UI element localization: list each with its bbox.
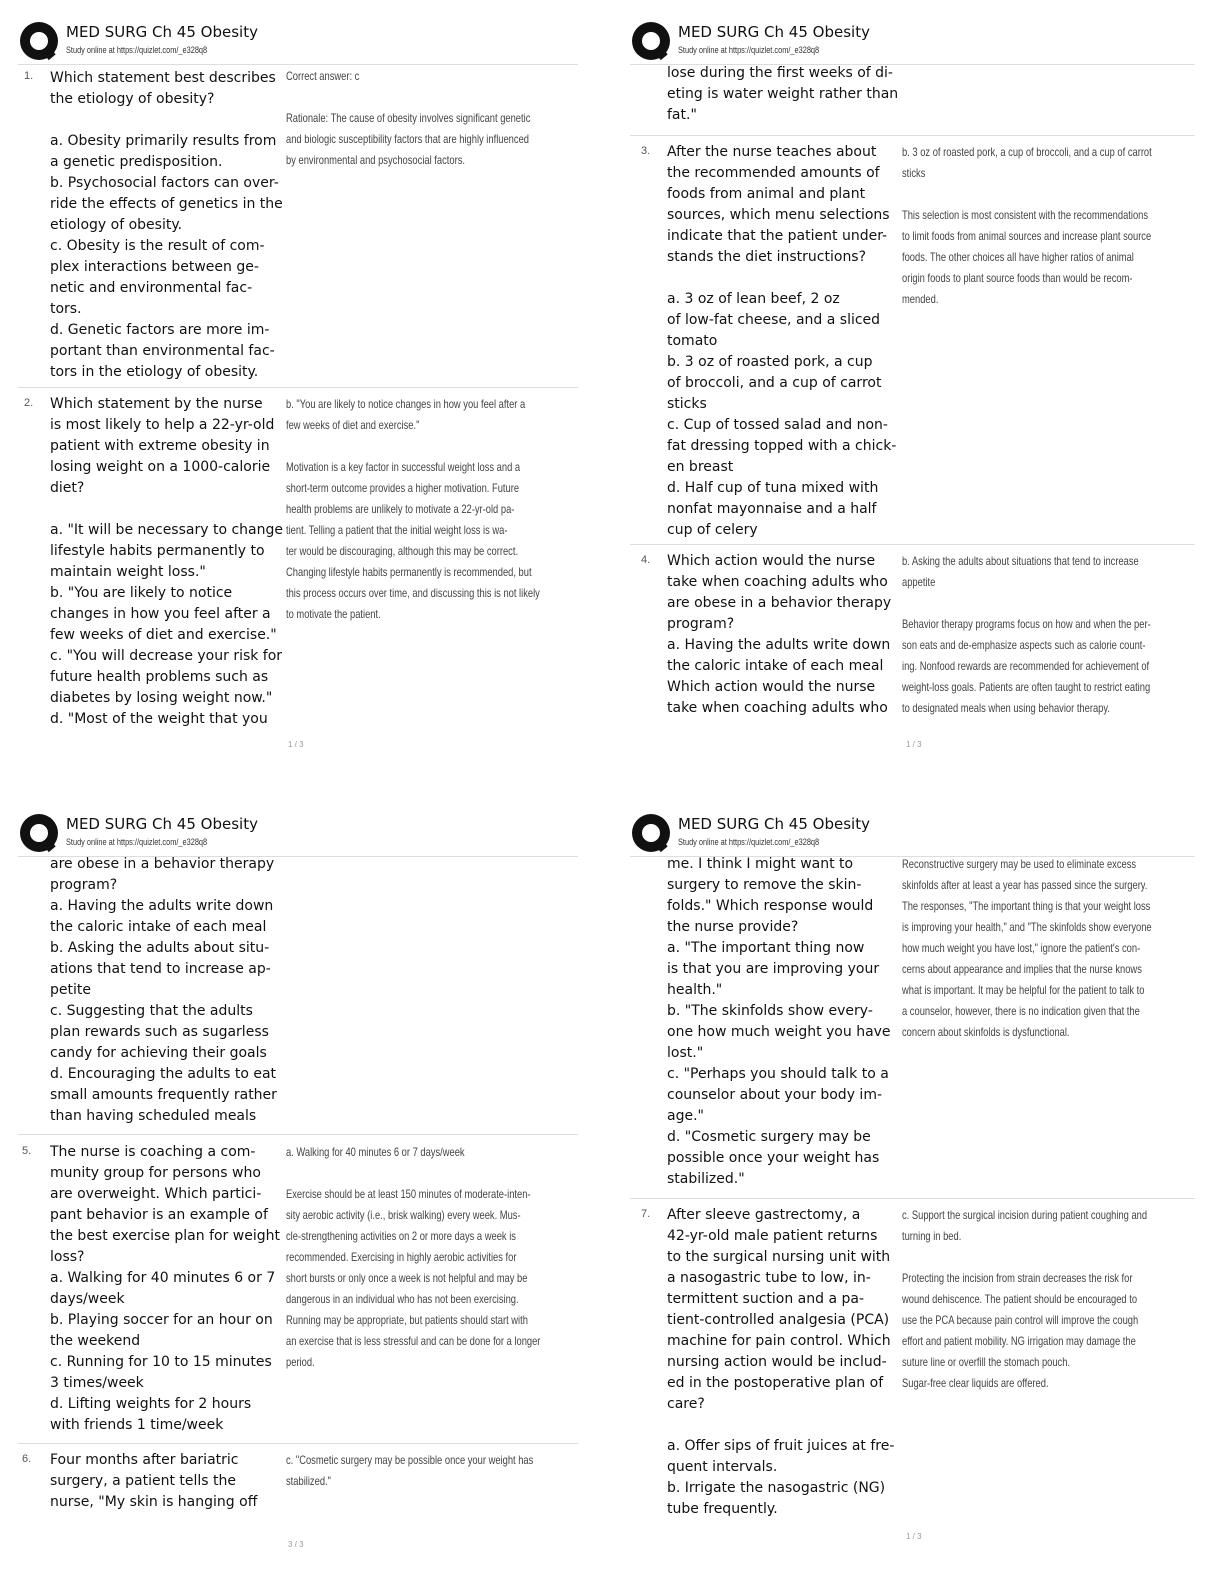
question-text: After the nurse teaches about the recommended amounts of foods from animal and plant sources, which menu selections indicate that the patient under- stands the diet instructions? a. 3 oz of lean beef, 2 oz of low-fat cheese, and a sliced tomato b. 3 oz of roasted pork, a cup of broccoli, and a cup of carrot sticks c. Cup of tossed salad and non- fat dressing topped with a chick- en breast d. Half cup of tuna mixed with nonfat mayonnaise and a half cup of celery [667,144,897,538]
answer-text: b. Asking the adults about situations that tend to increase appetite Behavior therapy programs focus on how and when the per- son eats and de-emphasize aspects such as calorie count- ing. Nonfood rewards are recommended for achievement of weight-loss goals. Patients are often taught to restrict eating to designated meals when using behavior therapy. [902,554,1151,715]
page-4 [612,792,1224,1584]
answer-text: a. Walking for 40 minutes 6 or 7 days/week Exercise should be at least 150 minutes of moderate-inten- sity aerobic activity (i.e., brisk walking) every week. Mus- cle-strengthening activities on 2 or more days a week is recommended. Exercising in highly aerobic activities for short bursts or only once a week is not helpful and may be dangerous in an individual who has not been exercising. Running may be appropriate, but patients should start with an exercise that is less stressful and can be done for a longer period. [286,1145,541,1369]
quizlet-logo-icon [18,812,60,854]
divider [18,1134,578,1135]
question-continuation: are obese in a behavior therapy program? a. Having the adults write down the caloric intake of each meal b. Asking the adults about situ- ations that tend to increase ap- petite c. Suggesting that the adults plan rewards such as sugarless candy for achieving their goals d. Encouraging the adults to eat small amounts frequently rather than having scheduled meals [50,856,277,1124]
divider [630,1198,1195,1199]
divider [630,544,1195,545]
answer-text: b. "You are likely to notice changes in how you feel after a few weeks of diet and exercise." Motivation is a key factor in successful weight loss and a short-term outcome provides a higher motivation. Future health problems are unlikely to motivate a 22-yr-old pa- tient. Telling a patient that the initial weight loss is wa- ter would be discouraging, although this may be correct. Changing lifestyle habits permanently is recommended, but this process occurs over time, and discussing this is not likely to motivate the patient. [286,397,540,621]
study-link[interactable]: Study online at https://quizlet.com/_e328q8 [66,45,208,55]
answer-text: b. 3 oz of roasted pork, a cup of broccoli, and a cup of carrot sticks This selection is most consistent with the recommendations to limit foods from animal sources and increase plant source foods. The other choices all have higher ratios of animal origin foods to plant source foods than would be recom- mended. [902,145,1152,306]
page-number: 3 / 3 [288,1540,304,1549]
question-text: After sleeve gastrectomy, a 42-yr-old male patient returns to the surgical nursing unit with a nasogastric tube to low, in- termittent suction and a pa- tient-controlled analgesia (PCA) machine for pain control. Which nursing action would be includ- ed in the postoperative plan of care? a. Offer sips of fruit juices at fre- quent intervals. b. Irrigate the nasogastric (NG) tube frequently. [667,1207,895,1517]
question-text: Which statement best describes the etiology of obesity? a. Obesity primarily results from a genetic predisposition. b. Psychosocial factors can over- ride the effects of genetics in the etiology of obesity. c. Obesity is the result of com- plex interactions between ge- netic and environmental fac- tors. d. Genetic factors are more im- portant than environmental fac- tors in the etiology of obesity. [50,70,283,380]
question-continuation: lose during the first weeks of di- eting is water weight rather than fat." [667,65,899,123]
answer-text: Reconstructive surgery may be used to eliminate excess skinfolds after at least a year has passed since the surgery. The responses, "The important thing is that your weight loss is improving your health," and "The skinfolds show everyone how much weight you have lost," ignore the patient's con- cerns about appearance and implies that the nurse knows what is important. It may be helpful for the patient to talk to a counselor, however, there is no indication given that the concern about skinfolds is dysfunctional. [902,857,1152,1039]
question-text: Which statement by the nurse is most likely to help a 22-yr-old patient with extreme obesity in losing weight on a 1000-calorie diet? a. "It will be necessary to change lifestyle habits permanently to maintain weight loss." b. "You are likely to notice changes in how you feel after a few weeks of diet and exercise." c. "You will decrease your risk for future health problems such as diabetes by losing weight now." d. "Most of the weight that you [50,396,283,727]
page-number: 1 / 3 [288,740,304,749]
document-title: MED SURG Ch 45 Obesity [66,23,258,41]
question-text: Four months after bariatric surgery, a patient tells the nurse, "My skin is hanging off [50,1452,258,1510]
divider [18,64,578,65]
question-number: 1. [24,70,34,82]
study-link[interactable]: Study online at https://quizlet.com/_e328q8 [678,837,820,847]
divider [18,1443,578,1444]
page-number: 1 / 3 [906,740,922,749]
question-number: 2. [24,397,34,409]
page-3 [0,792,612,1584]
page-1 [0,0,612,792]
question-continuation: me. I think I might want to surgery to remove the skin- folds." Which response would the nurse provide? a. "The important thing now is that you are improving your health." b. "The skinfolds show every- one how much weight you have lost." c. "Perhaps you should talk to a counselor about your body im- age." d. "Cosmetic surgery may be possible once your weight has stabilized." [667,856,891,1187]
divider [18,387,578,388]
quizlet-logo-icon [18,20,60,62]
divider [630,135,1195,136]
study-link[interactable]: Study online at https://quizlet.com/_e328q8 [678,45,820,55]
study-link[interactable]: Study online at https://quizlet.com/_e328q8 [66,837,208,847]
question-text: Which action would the nurse take when coaching adults who are obese in a behavior therapy program? a. Having the adults write down the caloric intake of each meal Which action would the nurse take when coaching adults who [667,553,892,716]
answer-text: Correct answer: c Rationale: The cause of obesity involves significant genetic and biologic susceptibility factors that are highly influenced by environmental and psychosocial factors. [286,69,531,167]
answer-text: c. "Cosmetic surgery may be possible once your weight has stabilized." [286,1453,534,1488]
question-number: 7. [641,1208,651,1220]
page-2 [612,0,1224,792]
answer-text: c. Support the surgical incision during patient coughing and turning in bed. Protecting the incision from strain decreases the risk for wound dehiscence. The patient should be encouraged to use the PCA because pain control will improve the cough effort and patient mobility. NG irrigation may damage the suture line or overfill the stomach pouch. Sugar-free clear liquids are offered. [902,1208,1148,1390]
document-title: MED SURG Ch 45 Obesity [678,23,870,41]
question-number: 4. [641,554,651,566]
page-number: 1 / 3 [906,1532,922,1541]
question-text: The nurse is coaching a com- munity group for persons who are overweight. Which partici- pant behavior is an example of the best exercise plan for weight loss? a. Walking for 40 minutes 6 or 7 days/week b. Playing soccer for an hour on the weekend c. Running for 10 to 15 minutes 3 times/week d. Lifting weights for 2 hours with friends 1 time/week [50,1144,280,1433]
quizlet-logo-icon [630,20,672,62]
question-number: 5. [22,1145,32,1157]
question-number: 3. [641,145,651,157]
document-title: MED SURG Ch 45 Obesity [66,815,258,833]
question-number: 6. [22,1453,32,1465]
quizlet-logo-icon [630,812,672,854]
document-title: MED SURG Ch 45 Obesity [678,815,870,833]
